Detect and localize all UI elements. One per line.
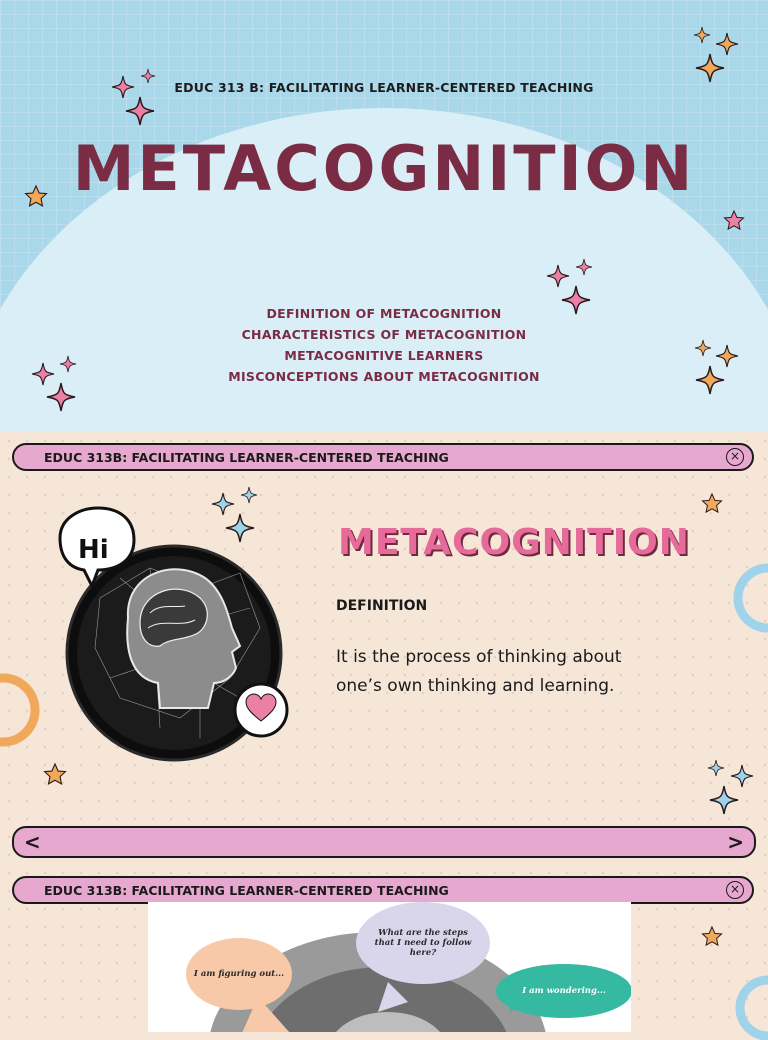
star-icon: [26, 186, 47, 206]
sparkle-icon: [694, 27, 710, 43]
topic-item: METACOGNITIVE LEARNERS: [284, 348, 484, 363]
close-icon[interactable]: ×: [726, 448, 744, 466]
sparkle-icon: [716, 33, 738, 55]
sparkle-icon: [731, 765, 753, 787]
thought-bubble: I am wondering...: [496, 964, 631, 1018]
slide-title: METACOGNITION: [338, 522, 690, 563]
sparkle-icon: [576, 259, 592, 275]
title-slide: [0, 0, 768, 432]
sparkle-icon: [716, 345, 738, 367]
thought-bubble: What are the steps that I need to follow here?: [356, 902, 490, 984]
ring-icon: [738, 568, 768, 628]
star-icon: [703, 494, 722, 512]
close-icon[interactable]: ×: [726, 881, 744, 899]
topic-item: MISCONCEPTIONS ABOUT METACOGNITION: [228, 369, 540, 384]
topic-item: DEFINITION OF METACOGNITION: [266, 306, 502, 321]
page-title: METACOGNITION: [72, 132, 696, 205]
sparkle-icon: [241, 487, 257, 503]
sparkle-icon: [708, 760, 724, 776]
sparkle-icon: [60, 356, 76, 372]
course-bar-title: EDUC 313B: FACILITATING LEARNER-CENTERED TEACHING: [44, 450, 449, 465]
sparkle-icon: [710, 786, 738, 814]
sparkle-icon: [32, 363, 54, 385]
slide-navigation-bar: [12, 826, 756, 858]
definition-label: DEFINITION: [336, 598, 428, 614]
thought-bubble: I am figuring out...: [186, 938, 292, 1010]
sparkle-icon: [696, 54, 724, 82]
hi-label: Hi: [78, 535, 109, 565]
ring-icon: [0, 678, 35, 742]
sparkle-icon: [695, 340, 711, 356]
sparkle-icon: [547, 265, 569, 287]
sparkle-icon: [562, 286, 590, 314]
topic-item: CHARACTERISTICS OF METACOGNITION: [241, 327, 527, 342]
chevron-right-icon[interactable]: >: [727, 830, 744, 854]
star-icon: [45, 764, 66, 784]
star-icon: [703, 927, 722, 945]
course-title: EDUC 313 B: FACILITATING LEARNER-CENTERED TEACHING: [174, 80, 594, 95]
sparkle-icon: [696, 366, 724, 394]
ring-icon: [740, 980, 768, 1036]
sparkle-icon: [112, 76, 134, 98]
definition-text: It is the process of thinking about one’s own thinking and learning.: [336, 647, 622, 696]
sparkle-icon: [141, 69, 155, 83]
course-header-bar: [12, 443, 754, 471]
star-icon: [725, 211, 744, 229]
sparkle-icon: [126, 97, 154, 125]
chevron-left-icon[interactable]: <: [24, 830, 41, 854]
sparkle-icon: [212, 493, 234, 515]
thinking-illustration: [148, 902, 631, 1032]
sparkle-icon: [226, 514, 254, 542]
sparkle-icon: [47, 383, 75, 411]
heart-icon: [235, 684, 287, 736]
decorations: [0, 0, 768, 432]
course-bar-title: EDUC 313B: FACILITATING LEARNER-CENTERED TEACHING: [44, 883, 449, 898]
